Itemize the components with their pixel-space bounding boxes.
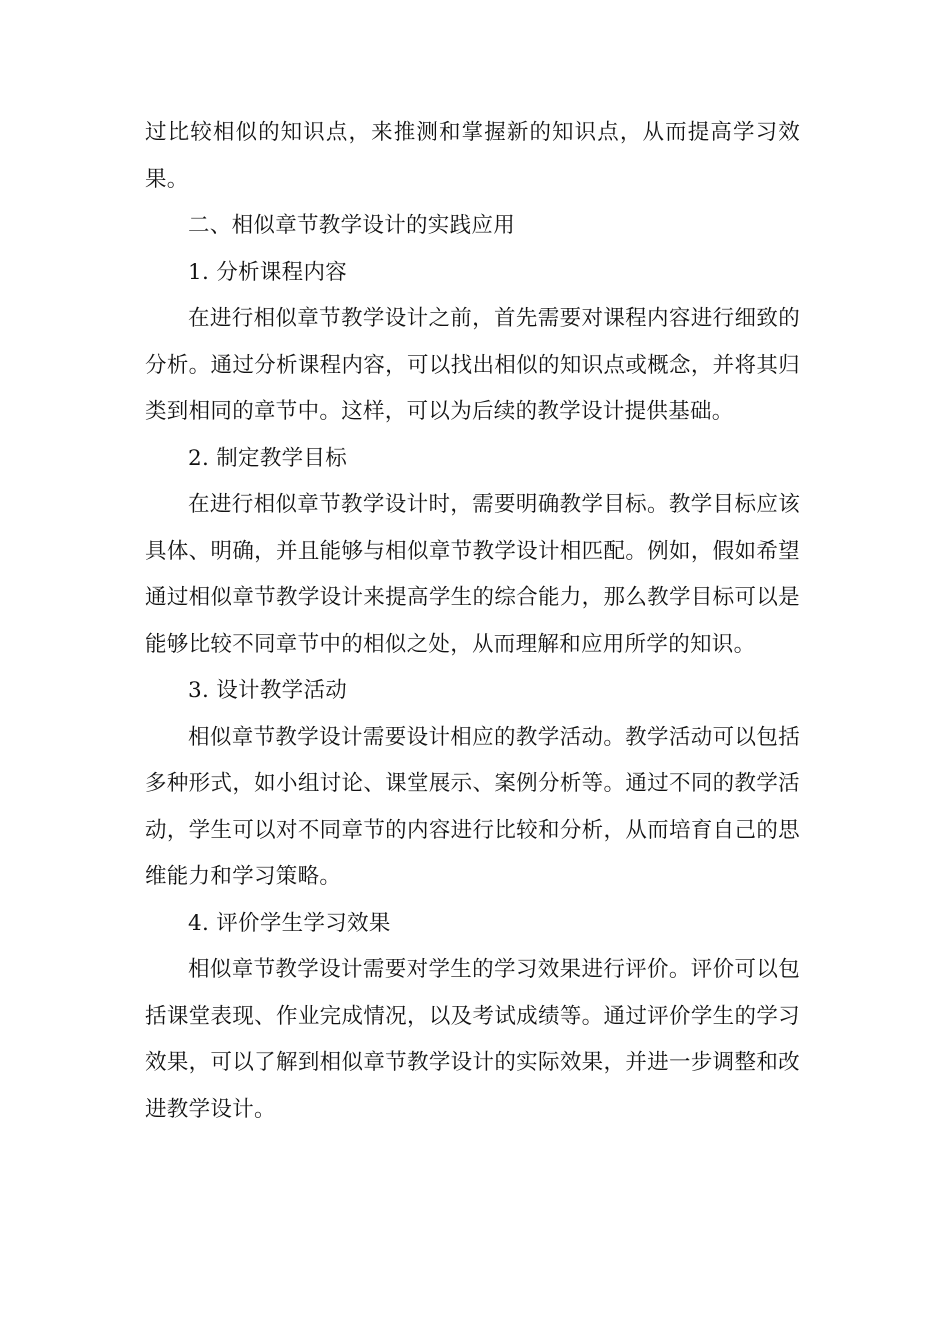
subsection-heading-1: 1. 分析课程内容 xyxy=(188,259,348,285)
document-page xyxy=(145,110,800,1133)
subsection-heading-4: 4. 评价学生学习效果 xyxy=(188,910,391,936)
paragraph-teaching-goals: 在进行相似章节教学设计时，需要明确教学目标。教学目标应该具体、明确，并且能够与相似章节教学设计相匹配。例如，假如希望通过相似章节教学设计来提高学生的综合能力，那么教学目标可以是能够比较不同章节中的相似之处，从而理解和应用所学的知识。 xyxy=(145,492,800,657)
subsection-heading-3: 3. 设计教学活动 xyxy=(188,678,348,703)
section-heading: 二、相似章节教学设计的实践应用 xyxy=(188,213,516,238)
paragraph-teaching-activities: 相似章节教学设计需要设计相应的教学活动。教学活动可以包括多种形式，如小组讨论、课堂展示、案例分析等。通过不同的教学活动，学生可以对不同章节的内容进行比较和分析，从而培育自己的思维能力和学习策略。 xyxy=(145,724,800,889)
paragraph-analyze-content: 在进行相似章节教学设计之前，首先需要对课程内容进行细致的分析。通过分析课程内容，可以找出相似的知识点或概念，并将其归类到相同的章节中。这样，可以为后续的教学设计提供基础。 xyxy=(145,306,800,424)
subsection-heading-2: 2. 制定教学目标 xyxy=(188,445,348,471)
paragraph-continued: 过比较相似的知识点，来推测和掌握新的知识点，从而提高学习效果。 xyxy=(145,120,800,192)
paragraph-evaluation: 相似章节教学设计需要对学生的学习效果进行评价。评价可以包括课堂表现、作业完成情况，以及考试成绩等。通过评价学生的学习效果，可以了解到相似章节教学设计的实际效果，并进一步调整和改进教学设计。 xyxy=(145,957,800,1122)
